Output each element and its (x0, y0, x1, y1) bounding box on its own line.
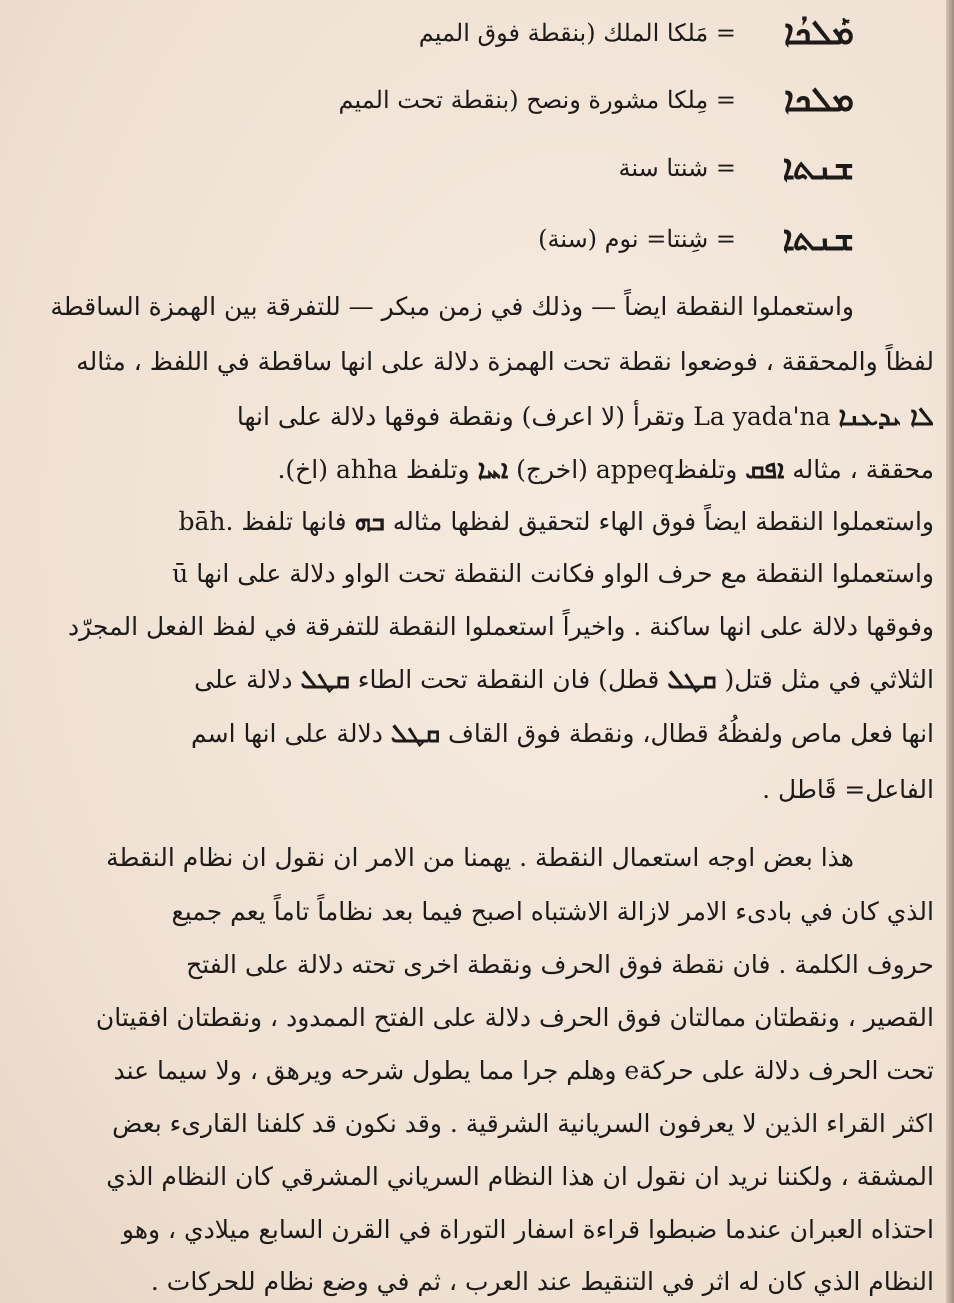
paragraph-line (186, 945, 934, 985)
line-text: هذا بعض اوجه استعمال النقطة . يهمنا من الامر ان نقول ان نظام النقطة (106, 843, 854, 872)
definition-text: = مِلكا مشورة ونصح (بنقطة تحت الميم (338, 86, 736, 114)
line-text: دلالة على انها اسم (190, 719, 383, 748)
line-text: واستعملوا النقطة مع حرف الواو فكانت النقطة تحت الواو دلالة على انها (196, 559, 934, 588)
paragraph-line (122, 1210, 934, 1250)
syriac-word: ܡܠܟܐ (783, 80, 854, 120)
line-text: وتلفظ (405, 455, 470, 484)
line-text: قطل) فان النقطة تحت الطاء (357, 665, 660, 694)
definition-row (339, 75, 854, 125)
paragraph-line (277, 450, 934, 490)
transliteration: ahha (335, 455, 398, 484)
syriac-word: ܒܗ (354, 507, 385, 537)
syriac-word: ܐܦܩ (745, 455, 785, 485)
paragraph-line (76, 342, 934, 382)
definition-text: = شنتا سنة (618, 154, 736, 182)
line-text: واستعملوا النقطة ايضاً فوق الهاء لتحقيق لفظها مثاله (392, 507, 934, 536)
paragraph-line (106, 1157, 934, 1197)
syriac-word: ܐܚܐ (477, 455, 509, 485)
paragraph-line (114, 1051, 935, 1091)
syriac-word: ܫܢܬܐ (782, 148, 854, 188)
paragraph-line (96, 998, 934, 1038)
line-text: وفوقها دلالة على انها ساكنة . واخيراً استعملوا النقطة للتفرقة في لفظ الفعل المجرّد (68, 612, 934, 641)
line-text: (اخ). (277, 455, 328, 484)
line-text: محققة ، مثاله (792, 455, 934, 484)
paragraph-line (50, 287, 854, 327)
syriac-word: ܩܛܠ (300, 665, 350, 695)
syriac-word: ܩܛܠ (390, 719, 441, 749)
paragraph-line (171, 892, 934, 932)
definition-text: = مَلكا الملك (بنقطة فوق الميم (418, 19, 736, 47)
transliteration: bāh. (178, 507, 234, 536)
line-text: وتلفظ (673, 455, 738, 484)
definition-text: = شِنتا= نوم (سنة) (538, 225, 736, 253)
line-text: احتذاه العبران عندما ضبطوا قراءة اسفار التوراة في القرن السابع ميلادي ، وهو (121, 1215, 934, 1244)
syriac-word: ܠܐ ܝܕܥܢܐ (838, 402, 934, 432)
page-edge-shadow (946, 0, 954, 1303)
syriac-word: ܫܢܬܐ (782, 219, 854, 259)
transliteration: La yada'na (693, 402, 831, 431)
transliteration: appeq (595, 455, 674, 484)
line-text: فانها تلفظ (241, 507, 347, 536)
transliteration: ū (172, 559, 189, 588)
line-text: حروف الكلمة . فان نقطة فوق الحرف ونقطة اخرى تحته دلالة على الفتح (186, 950, 934, 979)
line-text: انها فعل ماص ولفظُهُ قطال، ونقطة فوق القاف (448, 719, 934, 748)
definition-row (538, 214, 854, 264)
paragraph-line (762, 770, 934, 810)
syriac-word: ܩܛܠ (667, 665, 717, 695)
paragraph-line (112, 1104, 934, 1144)
paragraph-line (68, 607, 934, 647)
transliteration: e (624, 1056, 640, 1085)
line-text: المشقة ، ولكننا نريد ان نقول ان هذا النظام السرياني المشرقي كان النظام الذي (106, 1162, 934, 1191)
line-text: دلالة على (194, 665, 293, 694)
line-text: القصير ، ونقطتان ممالتان فوق الحرف دلالة على الفتح الممدود ، ونقطتان افقيتان (95, 1003, 934, 1032)
line-text: الثلاثي في مثل قتل( (724, 665, 934, 694)
paragraph-line (106, 838, 854, 878)
paragraph-line (194, 660, 934, 700)
line-text: وهلم جرا مما يطول شرحه ويرهق ، ولا سيما عند (113, 1056, 617, 1085)
line-text: الذي كان في بادىء الامر لازالة الاشتباه اصبح فيما بعد نظاماً تاماً يعم جميع (171, 897, 934, 926)
syriac-word: ܡܰܠܟܳܐ (783, 13, 854, 53)
line-text: اكثر القراء الذين لا يعرفون السريانية الشرقية . وقد نكون قد كلفنا القارىء بعض (112, 1109, 934, 1138)
paragraph-line (191, 714, 934, 754)
line-text: النظام الذي كان له اثر في التنقيط عند العرب ، ثم في وضع نظام للحركات . (150, 1267, 934, 1296)
line-text: وتقرأ (لا اعرف) ونقطة فوقها دلالة على انها (236, 402, 686, 431)
definition-row (419, 8, 854, 58)
line-text: لفظاً والمحققة ، فوضعوا نقطة تحت الهمزة دلالة على انها ساقطة في اللفظ ، مثاله (76, 347, 934, 376)
line-text: واستعملوا النقطة ايضاً — وذلك في زمن مبكر — للتفرقة بين الهمزة الساقطة (50, 292, 854, 321)
line-text: (اخرج) (516, 455, 588, 484)
definition-row (619, 143, 855, 193)
paragraph-line (237, 397, 934, 437)
line-text: الفاعل= قَاطل . (762, 775, 934, 804)
paragraph-line (151, 1262, 934, 1302)
paragraph-line (172, 554, 934, 594)
line-text: تحت الحرف دلالة على حركة (639, 1056, 934, 1085)
paragraph-line (178, 502, 934, 542)
